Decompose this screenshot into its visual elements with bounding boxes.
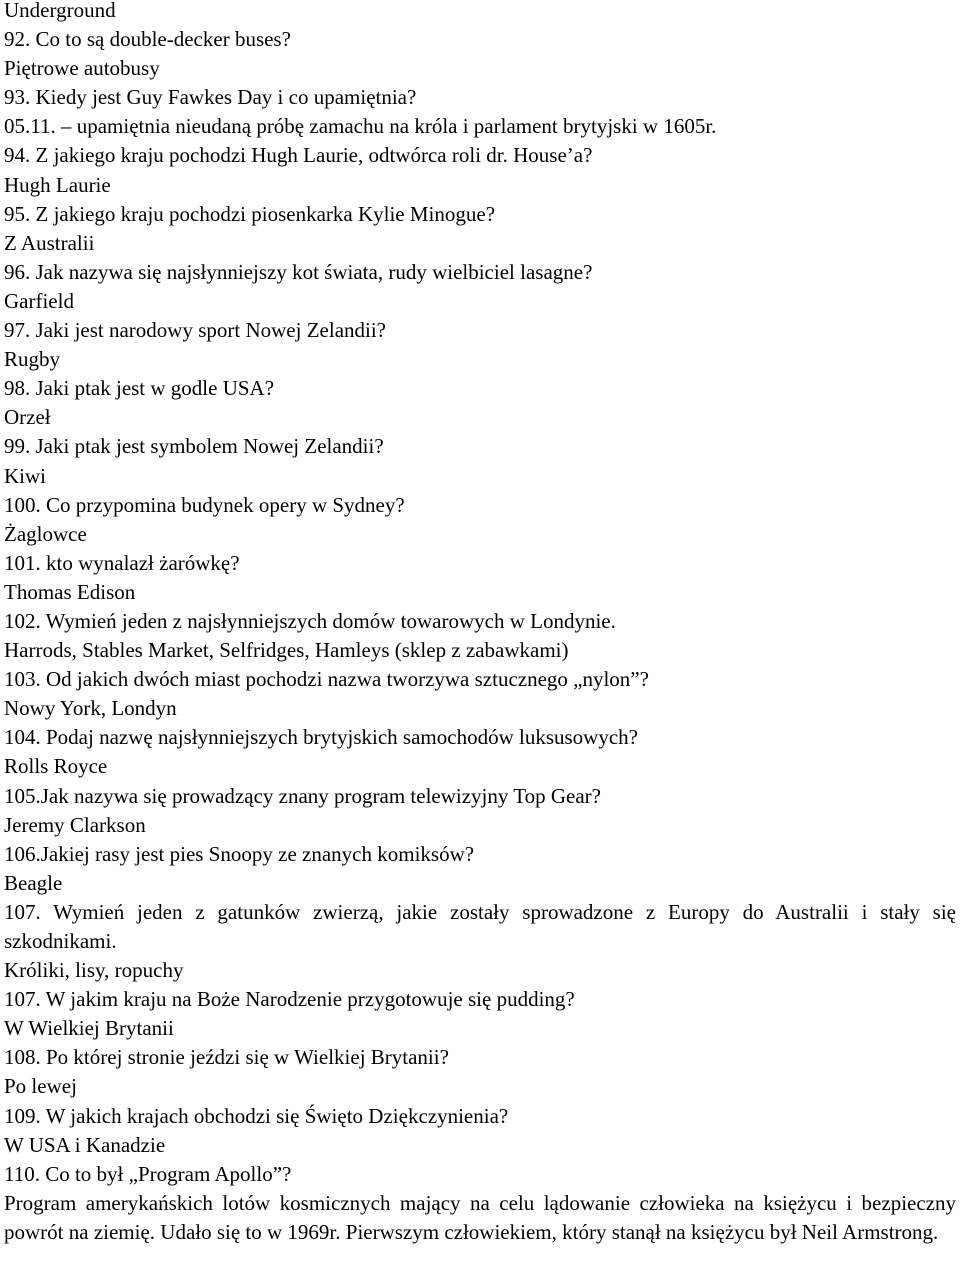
text-line: 107. W jakim kraju na Boże Narodzenie przygotowuje się pudding? — [4, 987, 575, 1012]
text-line: 105.Jak nazywa się prowadzący znany program telewizyjny Top Gear? — [4, 783, 601, 808]
text-line: Harrods, Stables Market, Selfridges, Hamleys (sklep z zabawkami) — [4, 638, 569, 663]
text-line: 05.11. – upamiętnia nieudaną próbę zamachu na króla i parlament brytyjski w 1605r. — [4, 114, 717, 139]
text-line: 93. Kiedy jest Guy Fawkes Day i co upamiętnia? — [4, 85, 417, 110]
text-line: 104. Podaj nazwę najsłynniejszych brytyjskich samochodów luksusowych? — [4, 725, 638, 750]
document-page — [4, 0, 956, 1247]
text-line: Orzeł — [4, 405, 51, 430]
text-line: Piętrowe autobusy — [4, 56, 160, 81]
text-line: 108. Po której stronie jeździ się w Wielkiej Brytanii? — [4, 1045, 449, 1070]
answer-110-paragraph: Program amerykańskich lotów kosmicznych mający na celu lądowanie człowieka na księżycu i bezpieczny powrót na ziemię. Udało się to w 1969r. Pierwszym człowiekiem, który stanął na księżycu był Neil Armstrong. — [4, 1190, 956, 1244]
text-line: W USA i Kanadzie — [4, 1132, 166, 1157]
text-line: 99. Jaki ptak jest symbolem Nowej Zelandii? — [4, 434, 384, 459]
text-line: Po lewej — [4, 1074, 77, 1099]
text-line: Rugby — [4, 347, 61, 372]
text-line: Żaglowce — [4, 521, 87, 546]
text-line: Kiwi — [4, 463, 46, 488]
text-line: Underground — [4, 0, 116, 22]
text-line: Z Australii — [4, 230, 95, 255]
text-line: 96. Jak nazywa się najsłynniejszy kot świata, rudy wielbiciel lasagne? — [4, 259, 593, 284]
text-line: 97. Jaki jest narodowy sport Nowej Zelandii? — [4, 318, 386, 343]
text-line: Króliki, lisy, ropuchy — [4, 958, 184, 983]
text-line: Beagle — [4, 870, 63, 895]
qa-lines-block-2 — [4, 956, 956, 1189]
qa-lines-block — [4, 0, 956, 898]
text-line: 95. Z jakiego kraju pochodzi piosenkarka Kylie Minogue? — [4, 201, 496, 226]
text-line: Nowy York, Londyn — [4, 696, 177, 721]
text-line: Hugh Laurie — [4, 172, 111, 197]
text-line: 98. Jaki ptak jest w godle USA? — [4, 376, 275, 401]
question-107-paragraph: 107. Wymień jeden z gatunków zwierzą, jakie zostały sprowadzone z Europy do Australii i stały się szkodnikami. — [4, 899, 956, 953]
text-line: 94. Z jakiego kraju pochodzi Hugh Laurie, odtwórca roli dr. House’a? — [4, 143, 593, 168]
text-line: Thomas Edison — [4, 579, 136, 604]
text-line: Rolls Royce — [4, 754, 108, 779]
text-line: 103. Od jakich dwóch miast pochodzi nazwa tworzywa sztucznego „nylon”? — [4, 667, 649, 692]
text-line: 100. Co przypomina budynek opery w Sydney? — [4, 492, 405, 517]
text-line: Jeremy Clarkson — [4, 812, 146, 837]
text-line: 101. kto wynalazł żarówkę? — [4, 550, 240, 575]
text-line: W Wielkiej Brytanii — [4, 1016, 174, 1041]
text-line: 110. Co to był „Program Apollo”? — [4, 1161, 292, 1186]
text-line: Garfield — [4, 288, 74, 313]
text-line: 102. Wymień jeden z najsłynniejszych domów towarowych w Londynie. — [4, 608, 616, 633]
text-line: 109. W jakich krajach obchodzi się Święto Dziękczynienia? — [4, 1103, 509, 1128]
text-line: 92. Co to są double-decker buses? — [4, 27, 291, 52]
text-line: 106.Jakiej rasy jest pies Snoopy ze znanych komiksów? — [4, 841, 475, 866]
